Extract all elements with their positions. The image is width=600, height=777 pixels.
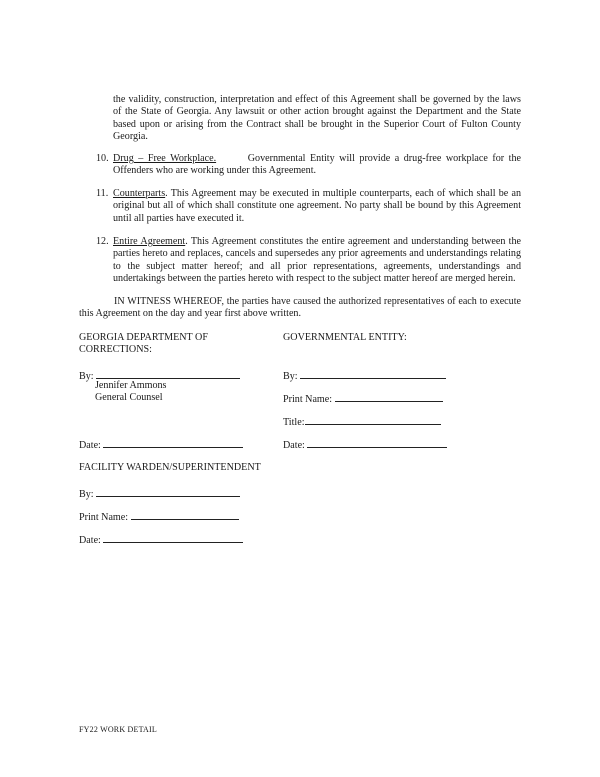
section-11 xyxy=(113,188,521,225)
entity-print-name-label: Print Name: xyxy=(283,394,333,405)
entity-title-line[interactable] xyxy=(305,415,441,425)
warden-by-field[interactable] xyxy=(79,487,240,501)
entity-by-signature-line[interactable] xyxy=(300,369,446,379)
entity-title-field[interactable] xyxy=(283,415,441,429)
warden-print-name-label: Print Name: xyxy=(79,512,129,523)
section-10-text: Governmental Entity will provide a drug-free workplace for the Offenders who are working under this Agreement. xyxy=(113,153,521,177)
warden-date-line[interactable] xyxy=(103,533,243,543)
section-10-number: 10. xyxy=(96,153,109,164)
entity-date-field[interactable] xyxy=(283,438,447,452)
section-12-number: 12. xyxy=(96,236,109,247)
entity-print-name-field[interactable] xyxy=(283,392,443,406)
gdc-signer-title: General Counsel xyxy=(95,392,163,403)
entity-by-label: By: xyxy=(283,371,298,382)
warden-date-label: Date: xyxy=(79,535,101,546)
warden-heading: FACILITY WARDEN/SUPERINTENDENT xyxy=(79,462,261,473)
gdc-date-field[interactable] xyxy=(79,438,243,452)
page-footer: FY22 WORK DETAIL xyxy=(79,725,157,734)
gdc-date-label: Date: xyxy=(79,440,101,451)
warden-by-label: By: xyxy=(79,489,94,500)
section-11-text: . This Agreement may be executed in multiple counterparts, each of which shall be an original but all of which shall constitute one agreement. No party shall be bound by this Agreement until all parties have executed it. xyxy=(113,188,521,224)
warden-print-name-line[interactable] xyxy=(131,510,239,520)
entity-heading: GOVERNMENTAL ENTITY: xyxy=(283,332,407,343)
entity-date-label: Date: xyxy=(283,440,305,451)
gdc-by-label: By: xyxy=(79,371,94,382)
warden-date-field[interactable] xyxy=(79,533,243,547)
entity-by-field[interactable] xyxy=(283,369,446,383)
section-10 xyxy=(113,153,521,178)
section-12 xyxy=(113,236,521,286)
gdc-heading-line2: CORRECTIONS: xyxy=(79,344,152,355)
witness-paragraph: IN WITNESS WHEREOF, the parties have caused the authorized representatives of each to execute this Agreement on the day and year first above written. xyxy=(79,296,521,320)
warden-print-name-field[interactable] xyxy=(79,510,239,524)
warden-by-signature-line[interactable] xyxy=(96,487,240,497)
entity-print-name-line[interactable] xyxy=(335,392,443,402)
section-11-number: 11. xyxy=(96,188,109,199)
entity-date-line[interactable] xyxy=(307,438,447,448)
section-10-heading: Drug – Free Workplace. xyxy=(113,153,217,164)
gdc-signer-name: Jennifer Ammons xyxy=(95,380,167,391)
gdc-heading-line1: GEORGIA DEPARTMENT OF xyxy=(79,332,208,343)
section-12-text: . This Agreement constitutes the entire agreement and understanding between the parties hereto and replaces, cancels and supersedes any prior agreements and understandings relating to the subject matter hereof; and all prior representations, agreements, understandings and undertakings between the parties hereto with respect to the subject matter hereof are merged herein. xyxy=(113,236,521,285)
gdc-date-line[interactable] xyxy=(103,438,243,448)
entity-title-label: Title: xyxy=(283,417,305,428)
section-11-heading: Counterparts xyxy=(113,188,166,199)
governing-law-paragraph: the validity, construction, interpretation and effect of this Agreement shall be governed by the laws of the State of Georgia. Any lawsuit or other action brought against the Department and the State based upon or arising from the Contract shall be brought in the Superior Court of Fulton County Georgia. xyxy=(113,94,521,143)
section-12-heading: Entire Agreement xyxy=(113,236,186,247)
gdc-by-signature-line[interactable] xyxy=(96,369,240,379)
